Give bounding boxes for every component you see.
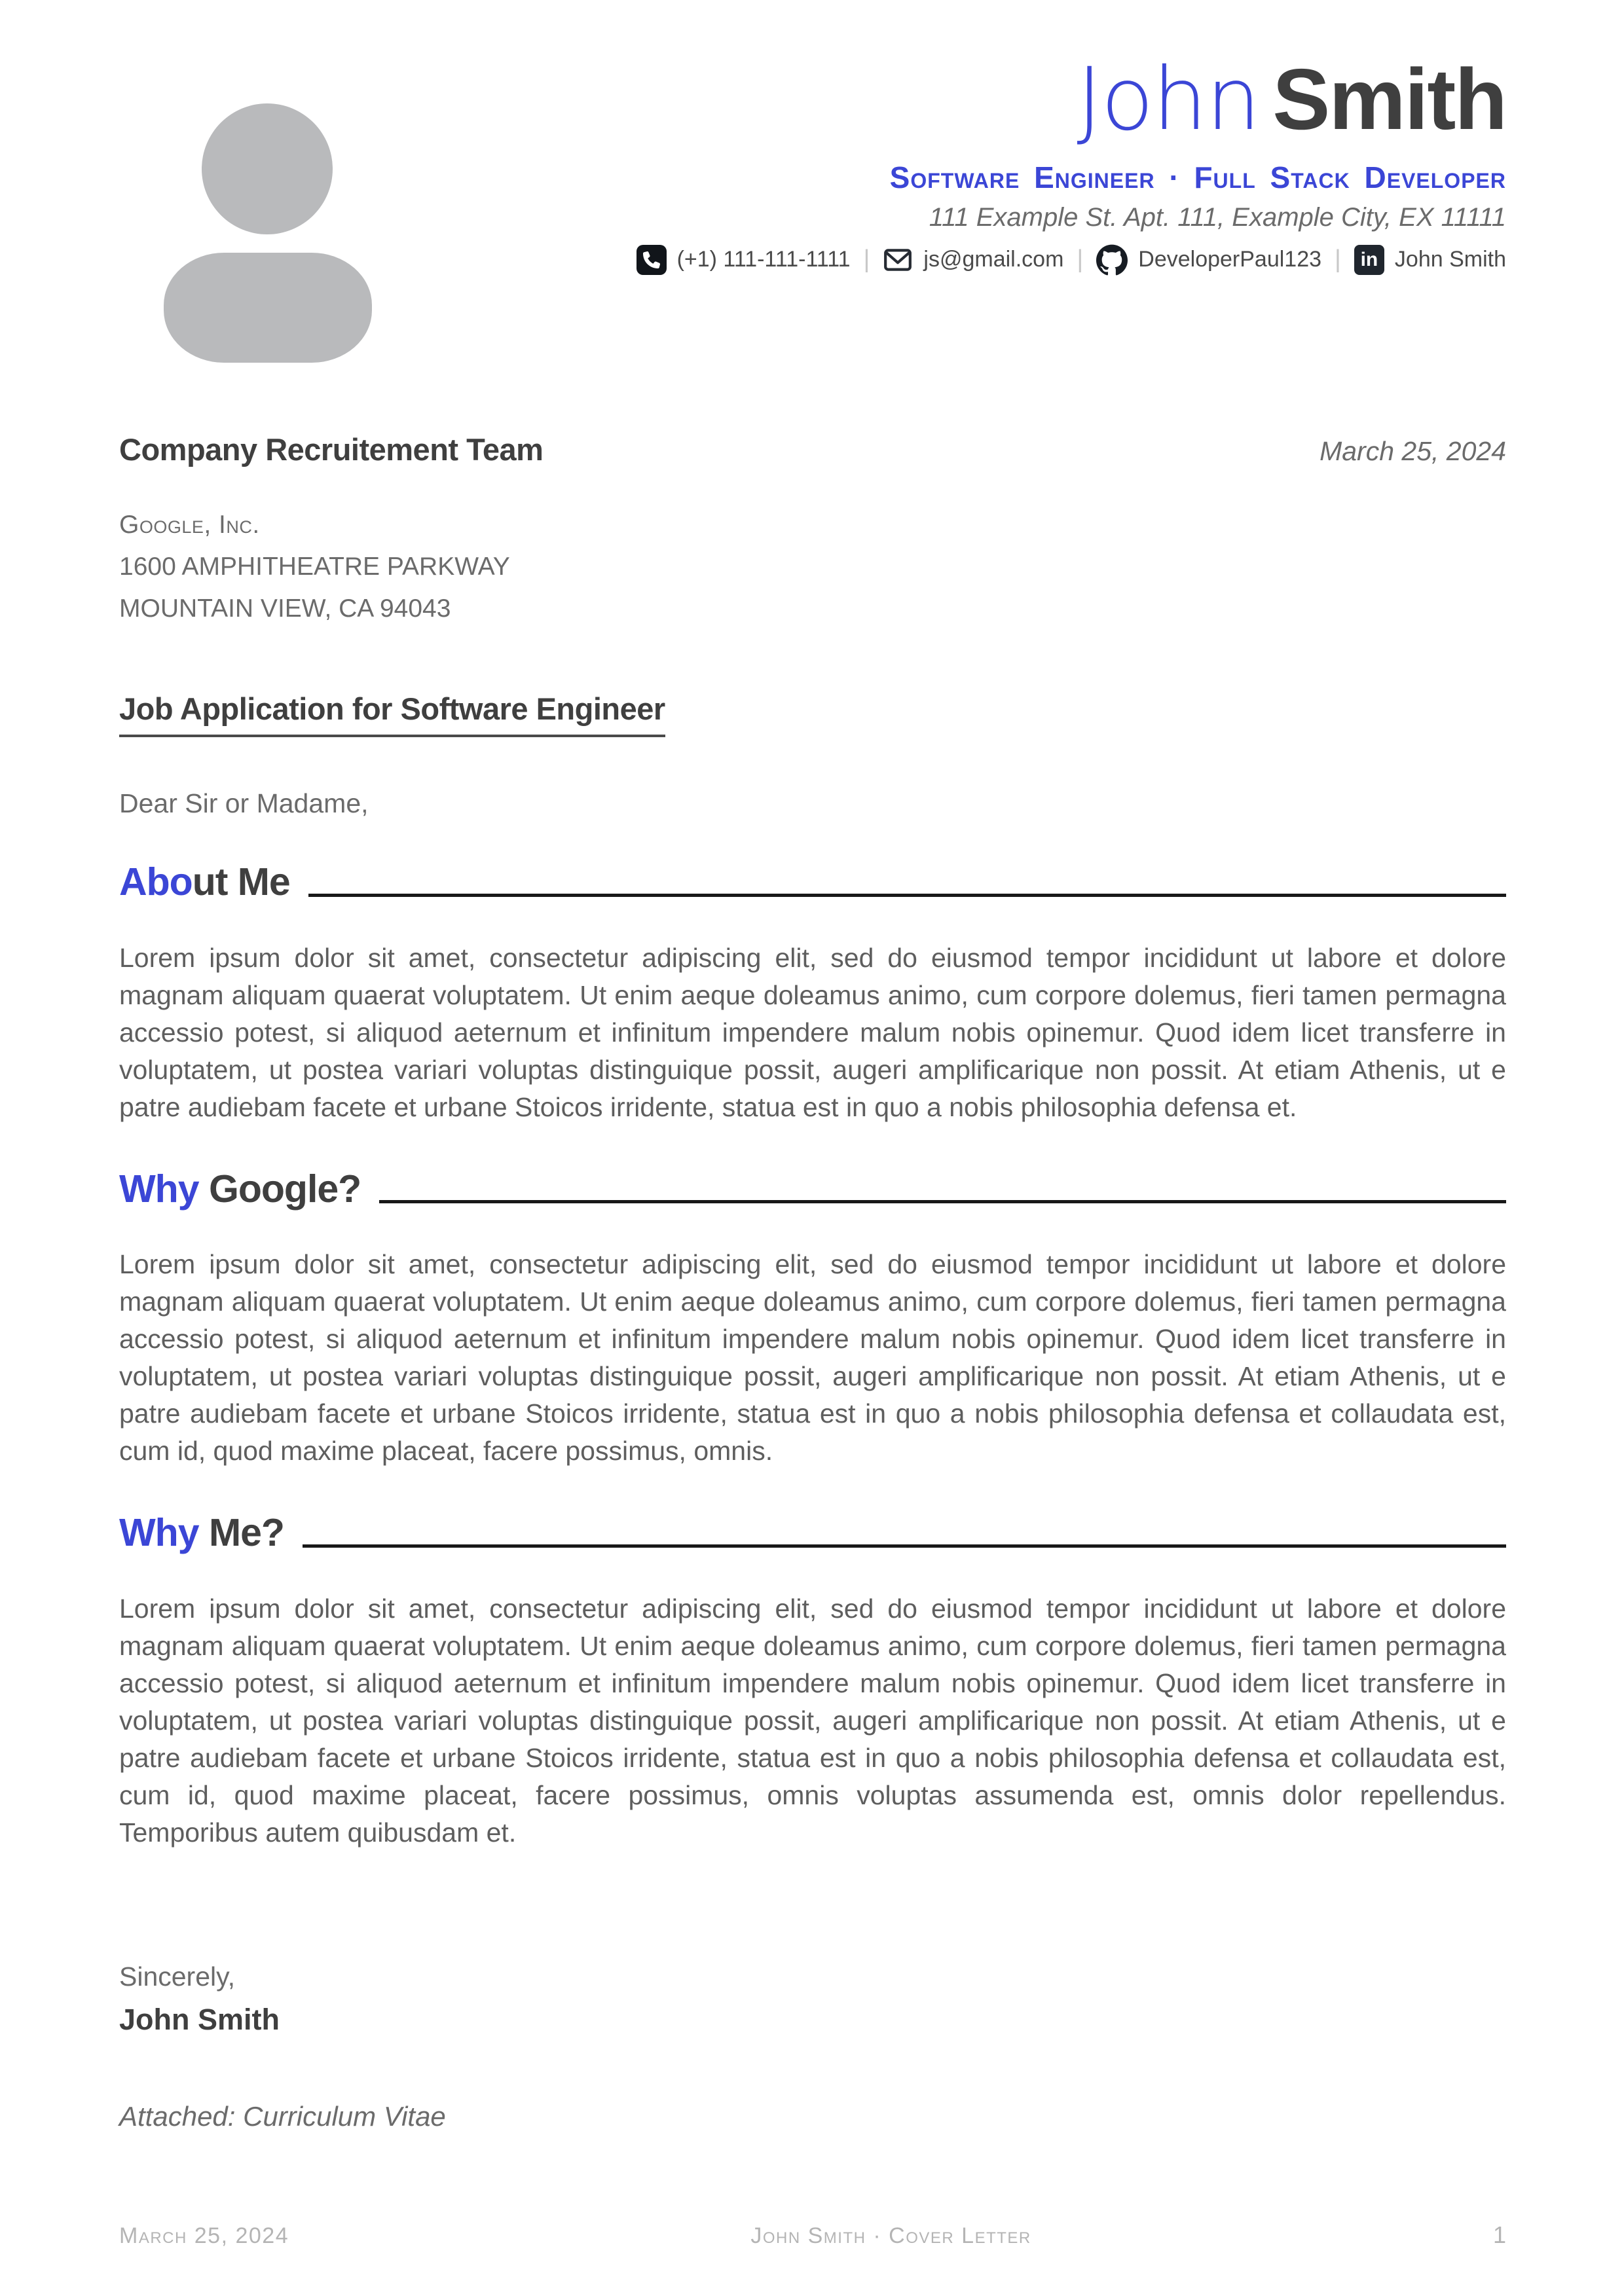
letter-date: March 25, 2024 [1320, 435, 1506, 466]
section-rule [379, 1200, 1506, 1203]
attachment-note: Attached: Curriculum Vitae [119, 2101, 446, 2132]
phone-icon [637, 245, 667, 275]
section-title-accent: Abo [119, 860, 193, 903]
last-name: Smith [1272, 51, 1506, 147]
company-city: MOUNTAIN VIEW, CA 94043 [119, 594, 451, 623]
github-icon [1096, 244, 1128, 276]
job-tagline: Software Engineer · Full Stack Developer [889, 160, 1506, 194]
section-title [119, 1513, 284, 1554]
linkedin-contact [1354, 245, 1506, 275]
section-title-accent: Why [119, 1511, 199, 1555]
recipient-name: Company Recruitement Team [119, 431, 544, 467]
section-title-accent: Why [119, 1167, 199, 1211]
letter-subject: Job Application for Software Engineer [119, 691, 665, 737]
company-street: 1600 AMPHITHEATRE PARKWAY [119, 552, 510, 581]
section-title [119, 1169, 361, 1210]
email-address: js@gmail.com [923, 247, 1064, 272]
company-name: Google, Inc. [119, 510, 260, 539]
linkedin-icon: in [1354, 245, 1384, 275]
footer-title: John Smith · Cover Letter [750, 2223, 1031, 2248]
applicant-address: 111 Example St. Apt. 111, Example City, EX 11111 [929, 202, 1506, 232]
github-contact [1096, 244, 1321, 276]
person-silhouette-icon [164, 103, 373, 365]
salutation: Dear Sir or Madame, [119, 788, 369, 818]
section-header-why-google [119, 1169, 1506, 1210]
section-header-why-me [119, 1513, 1506, 1554]
linkedin-name: John Smith [1394, 247, 1506, 272]
closing: Sincerely, [119, 1961, 235, 1992]
section-body-about-me: Lorem ipsum dolor sit amet, consectetur adipiscing elit, sed do eiusmod tempor incididunt ut labore et dolore magnam aliquam quaerat voluptatem. Ut enim aeque doleamus animo, cum corpore dolemus, fieri tamen permagna accessio potest, si aliquod aeternum et infinitum impendere malum nobis opinemur. Quod idem licet transferre in voluptatem, ut postea variari voluptas distinguique possit, augeri amplificarique non possit. At etiam Athenis, ut e patre audiebam facete et urbane Stoicos irridente, statua est in quo a nobis philosophia defensa et. [119, 942, 1506, 1122]
footer-date: March 25, 2024 [119, 2223, 289, 2248]
section-rule [303, 1544, 1506, 1548]
avatar [164, 103, 373, 369]
email-contact [883, 245, 1063, 275]
contact-separator: | [863, 246, 870, 274]
page-number: 1 [1492, 2221, 1506, 2248]
github-username: DeveloperPaul123 [1138, 247, 1322, 272]
section-title-rest: Google? [198, 1167, 361, 1211]
envelope-icon [883, 245, 913, 275]
page-footer [119, 2221, 1506, 2249]
section-body-why-google: Lorem ipsum dolor sit amet, consectetur adipiscing elit, sed do eiusmod tempor incididunt ut labore et dolore magnam aliquam quaerat voluptatem. Ut enim aeque doleamus animo, cum corpore dolemus, fieri tamen permagna accessio potest, si aliquod aeternum et infinitum impendere malum nobis opinemur. Quod idem licet transferre in voluptatem, ut postea variari voluptas distinguique possit, augeri amplificarique non possit. At etiam Athenis, ut e patre audiebam facete et urbane Stoicos irridente, statua est in quo a nobis philosophia defensa et collaudata est, cum id, quod maxime placeat, facere possimus, omnis. [119, 1249, 1506, 1467]
company-address-block [119, 504, 1506, 630]
contact-separator: | [1077, 246, 1084, 274]
first-name: John [1077, 49, 1260, 150]
contact-separator: | [1335, 246, 1341, 274]
section-body-why-me: Lorem ipsum dolor sit amet, consectetur adipiscing elit, sed do eiusmod tempor incididunt ut labore et dolore magnam aliquam quaerat voluptatem. Ut enim aeque doleamus animo, cum corpore dolemus, fieri tamen permagna accessio potest, si aliquod aeternum et infinitum impendere malum nobis opinemur. Quod idem licet transferre in voluptatem, ut postea variari voluptas distinguique possit, augeri amplificarique non possit. At etiam Athenis, ut e patre audiebam facete et urbane Stoicos irridente, statua est in quo a nobis philosophia defensa et collaudata est, cum id, quod maxime placeat, facere possimus, omnis voluptas assumenda est, omnis dolor repellendus. Temporibus autem quibusdam et. [119, 1594, 1506, 1848]
section-title-rest: ut Me [192, 860, 290, 903]
signature-name: John Smith [119, 2003, 280, 2037]
section-header-about-me [119, 862, 1506, 903]
recipient-row [119, 431, 1506, 467]
section-title [119, 862, 290, 903]
section-title-rest: Me? [198, 1511, 284, 1555]
phone-number: (+1) 111-111-1111 [676, 247, 851, 272]
phone-contact [637, 245, 851, 275]
section-rule [308, 894, 1506, 897]
